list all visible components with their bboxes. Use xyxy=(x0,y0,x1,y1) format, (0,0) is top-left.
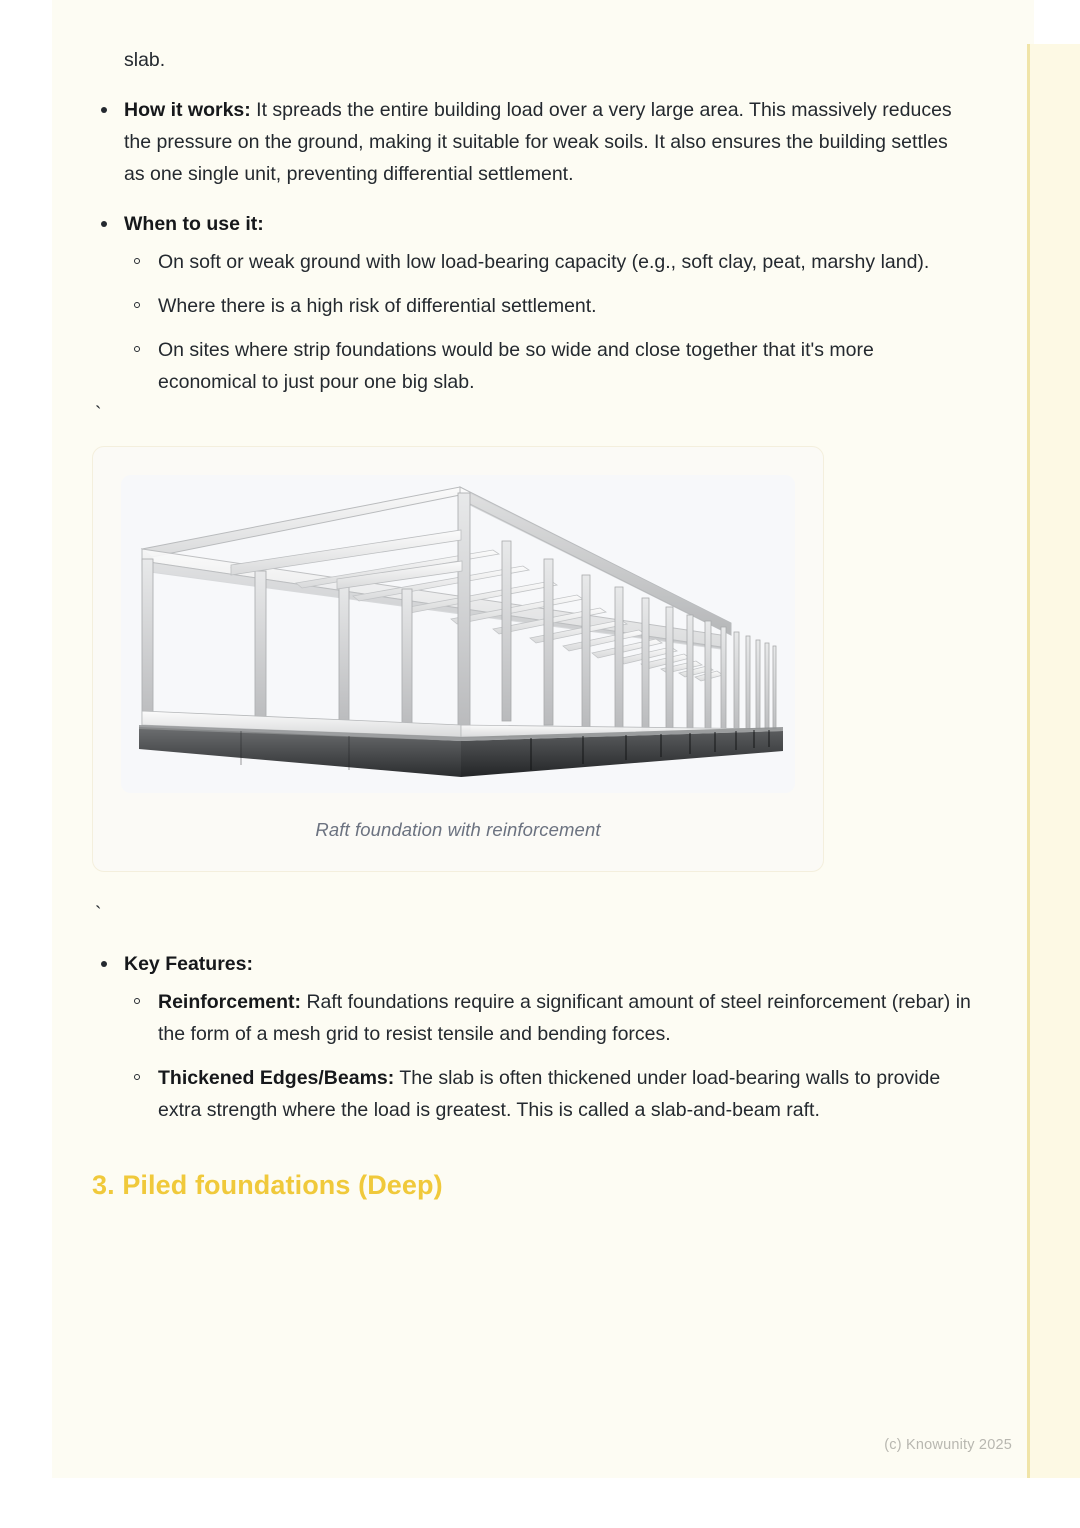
figure-card xyxy=(92,446,824,872)
sub-bullet-list-when-to-use xyxy=(124,246,972,398)
main-bullet-list xyxy=(92,94,972,398)
document-page xyxy=(52,0,1034,1478)
list-item xyxy=(124,1062,972,1126)
list-item xyxy=(124,246,972,278)
circle-bullet-icon xyxy=(134,1074,140,1080)
key-features-list xyxy=(92,948,972,1126)
sub-item-text: Raft foundations require a significant amount of steel reinforcement (rebar) in the form of a mesh grid to resist tensile and bending forces. xyxy=(158,991,971,1045)
disc-bullet-icon xyxy=(101,221,107,227)
sub-bullet-list-key-features xyxy=(124,986,972,1126)
disc-bullet-icon xyxy=(101,961,107,967)
sub-item-label: Thickened Edges/Beams: xyxy=(158,1067,395,1089)
list-item-how-it-works xyxy=(92,94,972,190)
stray-backtick-lower: ` xyxy=(95,903,102,925)
circle-bullet-icon xyxy=(134,302,140,308)
stray-backtick-upper: ` xyxy=(95,403,102,425)
list-item xyxy=(124,290,972,322)
list-item-label: When to use it: xyxy=(124,213,264,235)
list-item xyxy=(124,986,972,1050)
list-item-when-to-use-it xyxy=(92,208,972,398)
list-item-text: It spreads the entire building load over a very large area. This massively reduces the pressure on the ground, making it suitable for weak soils. It also ensures the building settles as one single unit, preventing differential settlement. xyxy=(124,99,952,185)
footer-copyright: (c) Knowunity 2025 xyxy=(884,1437,1012,1453)
right-margin-band xyxy=(1027,44,1080,1478)
list-item-label: Key Features: xyxy=(124,953,253,975)
sub-item-text: On sites where strip foundations would be so wide and close together that it's more economical to just pour one big slab. xyxy=(158,339,874,393)
list-item xyxy=(124,334,972,398)
steel-frame-on-raft-foundation-photo xyxy=(121,475,795,793)
figure-caption: Raft foundation with reinforcement xyxy=(315,819,601,840)
disc-bullet-icon xyxy=(101,107,107,113)
sub-item-text: Where there is a high risk of differential settlement. xyxy=(158,295,597,317)
raft-foundation-illustration xyxy=(121,475,795,793)
list-item-label: How it works: xyxy=(124,99,251,121)
sub-item-text: The slab is often thickened under load-bearing walls to provide extra strength where the load is greatest. This is called a slab-and-beam raft. xyxy=(158,1067,941,1121)
sub-item-text: On soft or weak ground with low load-bearing capacity (e.g., soft clay, peat, marshy land). xyxy=(158,251,930,273)
continued-text-line: slab. xyxy=(124,49,166,71)
circle-bullet-icon xyxy=(134,998,140,1004)
sub-item-label: Reinforcement: xyxy=(158,991,302,1013)
circle-bullet-icon xyxy=(134,258,140,264)
document-content xyxy=(92,44,972,1201)
section-heading-piled-foundations: 3. Piled foundations (Deep) xyxy=(92,1170,443,1200)
list-item-key-features xyxy=(92,948,972,1126)
circle-bullet-icon xyxy=(134,346,140,352)
